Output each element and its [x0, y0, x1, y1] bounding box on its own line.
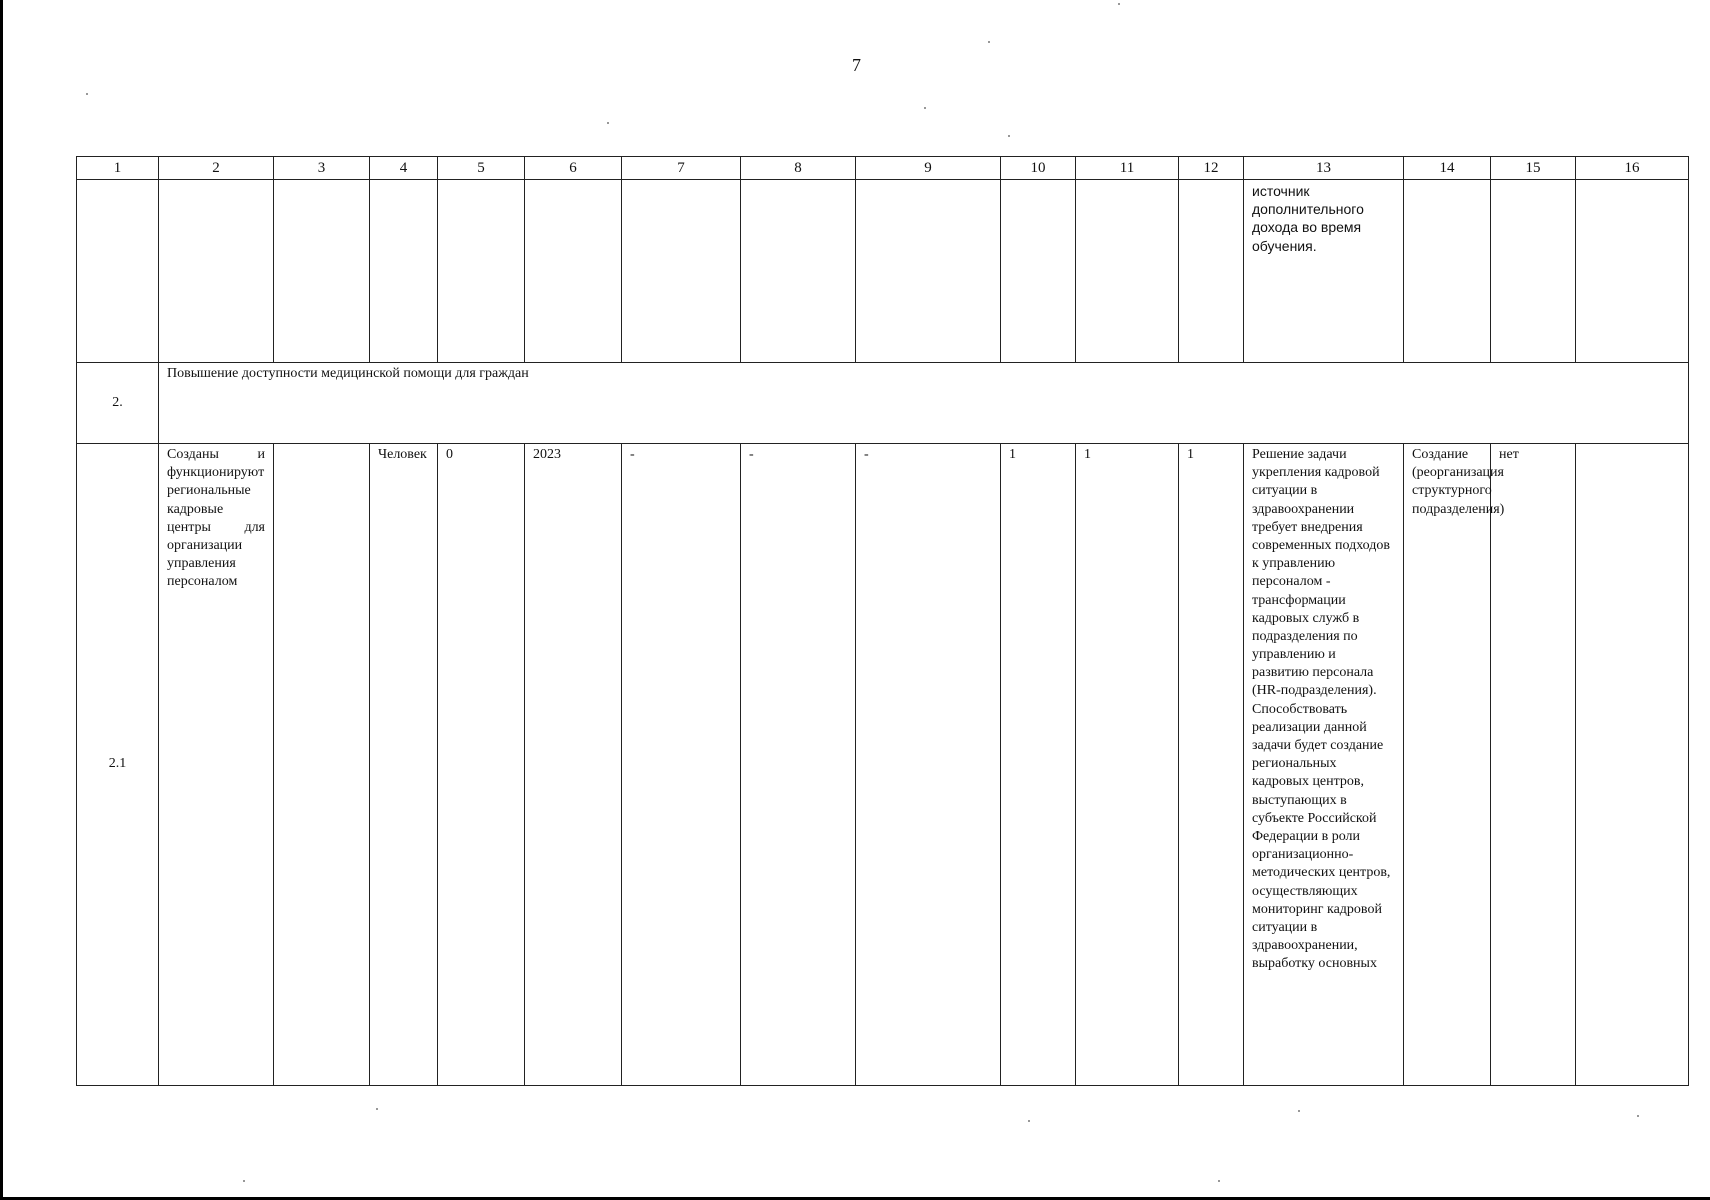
section-number: 2.	[77, 363, 159, 444]
table-cell	[741, 180, 856, 363]
item-number: 2.1	[77, 444, 159, 1086]
base-year: 2023	[525, 444, 622, 1086]
table-cell	[1001, 180, 1076, 363]
scan-speck	[376, 1108, 378, 1110]
table-cell	[274, 444, 370, 1086]
value-col9: -	[856, 444, 1001, 1086]
scan-speck	[924, 107, 926, 109]
column-number: 3	[274, 157, 370, 180]
unit-text: Человек	[370, 444, 438, 1086]
table-cell	[438, 180, 525, 363]
column-number: 4	[370, 157, 438, 180]
scan-speck	[1218, 1180, 1220, 1182]
table-cell	[1576, 444, 1689, 1086]
column-number: 6	[525, 157, 622, 180]
scan-speck	[86, 93, 88, 95]
table-cell	[856, 180, 1001, 363]
description-cell	[1244, 444, 1404, 1086]
table-cell	[77, 180, 159, 363]
table-cell	[1076, 180, 1179, 363]
description-text: Решение задачи укрепления кадровой ситуации в здравоохранении требует внедрения современных подходов к управлению персоналом - трансформации кадровых служб в подразделения по управлению и развитию персонала (HR-подразделения). Способствовать реализации данной задачи будет создание региональных кадровых центров, выступающих в субъекте Российской Федерации в роли организационно-методических центров, осуществляющих мониторинг кадровой ситуации в здравоохранении, выработку основных	[1252, 447, 1391, 972]
value-col7: -	[622, 444, 741, 1086]
item-row	[77, 444, 1689, 1086]
column-number: 1	[77, 157, 159, 180]
column-number: 5	[438, 157, 525, 180]
value-col8: -	[741, 444, 856, 1086]
scan-speck	[1008, 135, 1010, 137]
column-number: 11	[1076, 157, 1179, 180]
data-table	[76, 156, 1689, 1086]
table-cell	[1404, 180, 1491, 363]
column-number: 7	[622, 157, 741, 180]
table-cell	[159, 180, 274, 363]
column-number-row	[77, 157, 1689, 180]
scan-speck	[988, 41, 990, 43]
continuation-row	[77, 180, 1689, 363]
table-cell	[1576, 180, 1689, 363]
column-number: 2	[159, 157, 274, 180]
scan-speck	[243, 1180, 245, 1182]
value-col10: 1	[1001, 444, 1076, 1086]
column-number: 10	[1001, 157, 1076, 180]
page-number: 7	[852, 55, 861, 75]
column-number: 9	[856, 157, 1001, 180]
table-cell	[525, 180, 622, 363]
scan-speck	[1298, 1110, 1300, 1112]
column-number: 12	[1179, 157, 1244, 180]
value-col12: 1	[1179, 444, 1244, 1086]
result-text: Созданы и функционируют региональные кадровые центры для организации управления персоналом	[159, 444, 274, 1086]
value-col11: 1	[1076, 444, 1179, 1086]
table-cell	[274, 180, 370, 363]
table-cell	[370, 180, 438, 363]
column-number: 14	[1404, 157, 1491, 180]
scan-speck	[607, 122, 609, 124]
base-value: 0	[438, 444, 525, 1086]
column-number: 15	[1491, 157, 1576, 180]
column-number: 16	[1576, 157, 1689, 180]
column-number: 13	[1244, 157, 1404, 180]
continuation-text: источник дополнительного дохода во время обучения.	[1244, 180, 1404, 363]
scan-speck	[1637, 1115, 1639, 1117]
scan-speck	[1118, 3, 1120, 5]
scan-speck	[1028, 1120, 1030, 1122]
col15-text: нет	[1491, 444, 1576, 1086]
table-cell	[622, 180, 741, 363]
section-title: Повышение доступности медицинской помощи для граждан	[159, 363, 1689, 444]
table-cell	[1491, 180, 1576, 363]
scan-left-edge	[0, 0, 3, 1200]
column-number: 8	[741, 157, 856, 180]
table-cell	[1179, 180, 1244, 363]
section-row	[77, 363, 1689, 444]
col14-text: Создание (реорганизация структурного подразделения)	[1404, 444, 1491, 1086]
